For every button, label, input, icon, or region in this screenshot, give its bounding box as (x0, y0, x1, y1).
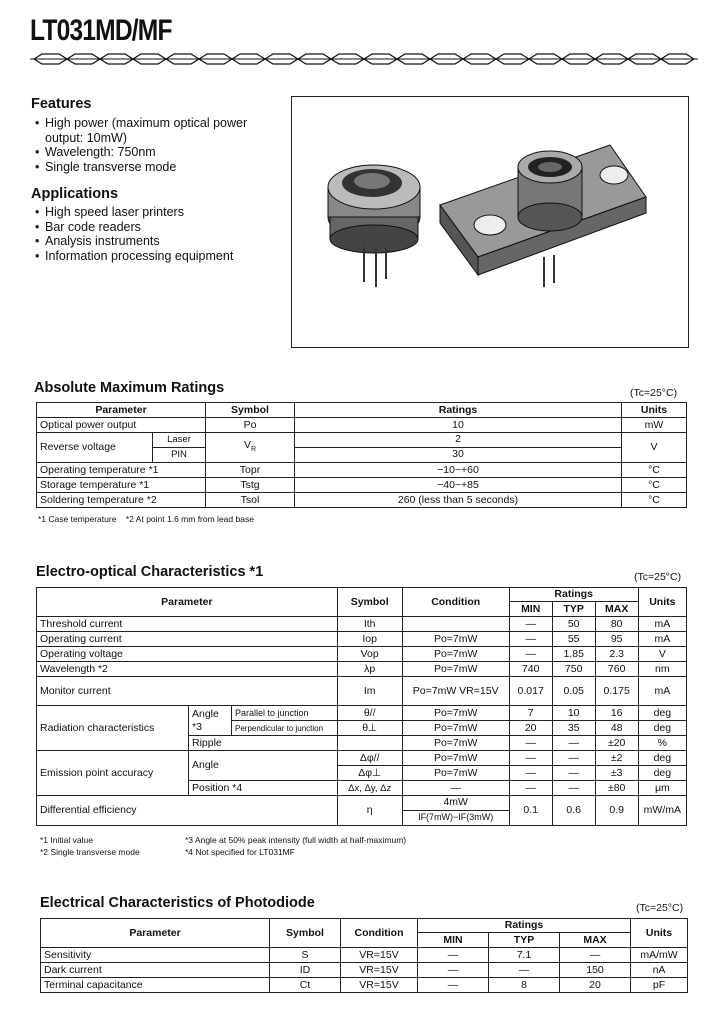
cell (402, 617, 509, 632)
cell: 35 (552, 721, 595, 736)
amr-heading: Absolute Maximum Ratings (34, 380, 225, 396)
cell: 0.05 (552, 677, 595, 706)
cell: μm (638, 781, 686, 796)
cell: ±20 (595, 736, 638, 751)
cell: Vop (337, 647, 402, 662)
cell: deg (638, 766, 686, 781)
column-header: MAX (560, 933, 631, 948)
table-row (41, 963, 688, 978)
rating-value: 30 (452, 448, 464, 460)
cell: mW (622, 418, 687, 433)
cell: 50 (552, 617, 595, 632)
cell: °C (622, 493, 687, 508)
eo-condition: (Tc=25°C) (634, 571, 682, 583)
amr-footnote: *1 Case temperature *2 At point 1.6 mm from lead base (38, 514, 254, 524)
cell: 10 (295, 418, 622, 433)
cell: Δx, Δy, Δz (337, 781, 402, 796)
cell: 8 (489, 978, 560, 993)
column-header: MIN (509, 602, 552, 617)
cell: ±80 (595, 781, 638, 796)
eo-heading: Electro-optical Characteristics *1 (36, 564, 264, 580)
cell: — (509, 751, 552, 766)
table-row (37, 632, 687, 647)
cell: — (552, 781, 595, 796)
cell: Perpendicular to junction (232, 721, 338, 736)
cell: Topr (206, 463, 295, 478)
table-row (41, 978, 688, 993)
cell: pF (631, 978, 688, 993)
sub-label: Laser (153, 433, 205, 448)
cell (295, 433, 622, 463)
cell: 0.017 (509, 677, 552, 706)
cell: 0.9 (595, 796, 638, 826)
cell: Storage temperature *1 (37, 478, 206, 493)
cell: −40~+85 (295, 478, 622, 493)
column-header: TYP (552, 602, 595, 617)
cell: 150 (560, 963, 631, 978)
cell: 20 (509, 721, 552, 736)
cell: nA (631, 963, 688, 978)
cell: 48 (595, 721, 638, 736)
cell: deg (638, 751, 686, 766)
decorative-border (30, 52, 698, 66)
table-row (37, 478, 687, 493)
cell: mA/mW (631, 948, 688, 963)
cell: Differential efficiency (37, 796, 338, 826)
cell: η (337, 796, 402, 826)
column-header: Units (631, 919, 688, 948)
pd-table (40, 918, 688, 993)
cell: λp (337, 662, 402, 677)
cell: 0.175 (595, 677, 638, 706)
column-header: Ratings (509, 588, 638, 602)
amr-table (36, 402, 687, 508)
column-header: Parameter (41, 919, 270, 948)
cell: Im (337, 677, 402, 706)
cell: 20 (560, 978, 631, 993)
cell: — (552, 751, 595, 766)
condition-value: 4mW (403, 796, 509, 811)
cell: Sensitivity (41, 948, 270, 963)
column-header: TYP (489, 933, 560, 948)
cell: 1.85 (552, 647, 595, 662)
table-row (37, 617, 687, 632)
table-row (41, 948, 688, 963)
column-header: Ratings (295, 403, 622, 418)
page-title: LT031MD/MF (30, 14, 172, 47)
cell: deg (638, 706, 686, 721)
cell: 750 (552, 662, 595, 677)
column-header: Symbol (337, 588, 402, 617)
cell: Wavelength *2 (37, 662, 338, 677)
table-row (37, 463, 687, 478)
mount-package-icon (440, 145, 646, 287)
cell: Optical power output (37, 418, 206, 433)
cell: Po=7mW (402, 706, 509, 721)
cell: Ripple (189, 736, 338, 751)
table-row (37, 751, 687, 766)
amr-condition: (Tc=25°C) (630, 387, 678, 399)
cell: °C (622, 463, 687, 478)
eo-table (36, 587, 687, 826)
applications-heading: Applications (31, 186, 119, 202)
cell: mA (638, 677, 686, 706)
cell: Operating temperature *1 (37, 463, 206, 478)
table-row (37, 647, 687, 662)
list-item: • Single transverse mode (31, 160, 266, 175)
cell: Monitor current (37, 677, 338, 706)
cell: ±3 (595, 766, 638, 781)
cell: Threshold current (37, 617, 338, 632)
can-package-icon (328, 165, 420, 287)
cell: Δφ⊥ (337, 766, 402, 781)
cell: °C (622, 478, 687, 493)
cell: Angle (189, 751, 338, 781)
cell: Po=7mW (402, 632, 509, 647)
cell: Position *4 (189, 781, 338, 796)
column-header: Ratings (418, 919, 631, 933)
list-item: • Analysis instruments (31, 234, 281, 249)
cell: Tsol (206, 493, 295, 508)
cell: — (509, 781, 552, 796)
cell: −10~+60 (295, 463, 622, 478)
column-header: MAX (595, 602, 638, 617)
eo-footnote-2: *2 Single transverse mode (40, 847, 140, 857)
cell: 10 (552, 706, 595, 721)
table-row (37, 677, 687, 706)
table-row (37, 418, 687, 433)
eo-footnote-3: *3 Angle at 50% peak intensity (full width at half-maximum) (185, 835, 407, 845)
cell: — (509, 766, 552, 781)
cell: Soldering temperature *2 (37, 493, 206, 508)
list-item: • Bar code readers (31, 220, 281, 235)
cell: Operating voltage (37, 647, 338, 662)
cell: — (509, 736, 552, 751)
eo-footnote-4: *4 Not specified for LT031MF (185, 847, 295, 857)
cell: Ct (270, 978, 341, 993)
cell: ID (270, 963, 341, 978)
cell: V (622, 433, 687, 463)
column-header: Units (638, 588, 686, 617)
cell: — (418, 978, 489, 993)
cell: $V_R$ (206, 433, 295, 463)
cell: — (509, 632, 552, 647)
cell: Ith (337, 617, 402, 632)
features-list (31, 116, 266, 174)
cell: nm (638, 662, 686, 677)
cell: Tstg (206, 478, 295, 493)
cell: VR=15V (341, 948, 418, 963)
cell: Po=7mW VR=15V (402, 677, 509, 706)
cell: 55 (552, 632, 595, 647)
pd-condition: (Tc=25°C) (636, 902, 684, 914)
cell: Operating current (37, 632, 338, 647)
column-header: MIN (418, 933, 489, 948)
cell: — (418, 948, 489, 963)
column-header: Parameter (37, 588, 338, 617)
cell: VR=15V (341, 963, 418, 978)
cell: Dark current (41, 963, 270, 978)
pd-heading: Electrical Characteristics of Photodiode (40, 895, 315, 911)
cell: — (402, 781, 509, 796)
cell: 260 (less than 5 seconds) (295, 493, 622, 508)
cell: — (509, 647, 552, 662)
cell: — (489, 963, 560, 978)
list-item: • High speed laser printers (31, 205, 281, 220)
cell: Angle *3 (189, 706, 232, 736)
cell: — (560, 948, 631, 963)
column-header: Symbol (206, 403, 295, 418)
condition-value: IF(7mW)−IF(3mW) (418, 812, 494, 822)
cell: Po (206, 418, 295, 433)
cell: 80 (595, 617, 638, 632)
cell (402, 796, 509, 826)
cell: — (552, 766, 595, 781)
cell: 16 (595, 706, 638, 721)
cell: — (418, 963, 489, 978)
cell: ±2 (595, 751, 638, 766)
list-item: • Wavelength: 750nm (31, 145, 266, 160)
cell: V (638, 647, 686, 662)
column-header: Condition (341, 919, 418, 948)
cell: 740 (509, 662, 552, 677)
cell: Radiation characteristics (37, 706, 189, 751)
cell: θ⊥ (337, 721, 402, 736)
cell: 7 (509, 706, 552, 721)
cell (337, 736, 402, 751)
table-row (37, 493, 687, 508)
cell: Δφ// (337, 751, 402, 766)
cell: 2.3 (595, 647, 638, 662)
cell: mA (638, 617, 686, 632)
table-row (37, 662, 687, 677)
table-row (37, 433, 687, 463)
cell: mA (638, 632, 686, 647)
list-item: • High power (maximum optical power output: 10mW) (31, 116, 266, 145)
cell: θ// (337, 706, 402, 721)
cell: 0.1 (509, 796, 552, 826)
column-header: Symbol (270, 919, 341, 948)
cell: — (509, 617, 552, 632)
table-row (37, 706, 687, 721)
column-header: Condition (402, 588, 509, 617)
cell: 0.6 (552, 796, 595, 826)
cell: Emission point accuracy (37, 751, 189, 796)
rating-value: 2 (295, 433, 621, 448)
cell: 7.1 (489, 948, 560, 963)
column-header: Units (622, 403, 687, 418)
features-heading: Features (31, 96, 92, 112)
cell: 760 (595, 662, 638, 677)
applications-list (31, 205, 281, 263)
reverse-voltage-label: Reverse voltage (40, 441, 116, 453)
cell: — (552, 736, 595, 751)
cell: Parallel to junction (232, 706, 338, 721)
eo-footnote-1: *1 Initial value (40, 835, 93, 845)
cell: Po=7mW (402, 662, 509, 677)
cell: VR=15V (341, 978, 418, 993)
cell: Po=7mW (402, 766, 509, 781)
table-row (37, 796, 687, 826)
cell: Po=7mW (402, 751, 509, 766)
sub-label: PIN (171, 449, 187, 460)
column-header: Parameter (37, 403, 206, 418)
cell: mW/mA (638, 796, 686, 826)
cell: 95 (595, 632, 638, 647)
cell: % (638, 736, 686, 751)
cell: S (270, 948, 341, 963)
product-photo (291, 96, 689, 348)
cell (37, 433, 206, 463)
list-item: • Information processing equipment (31, 249, 281, 264)
cell: Po=7mW (402, 721, 509, 736)
cell: Po=7mW (402, 736, 509, 751)
cell: Po=7mW (402, 647, 509, 662)
cell: Iop (337, 632, 402, 647)
cell: deg (638, 721, 686, 736)
laser-diode-illustration (292, 97, 688, 347)
cell: Terminal capacitance (41, 978, 270, 993)
